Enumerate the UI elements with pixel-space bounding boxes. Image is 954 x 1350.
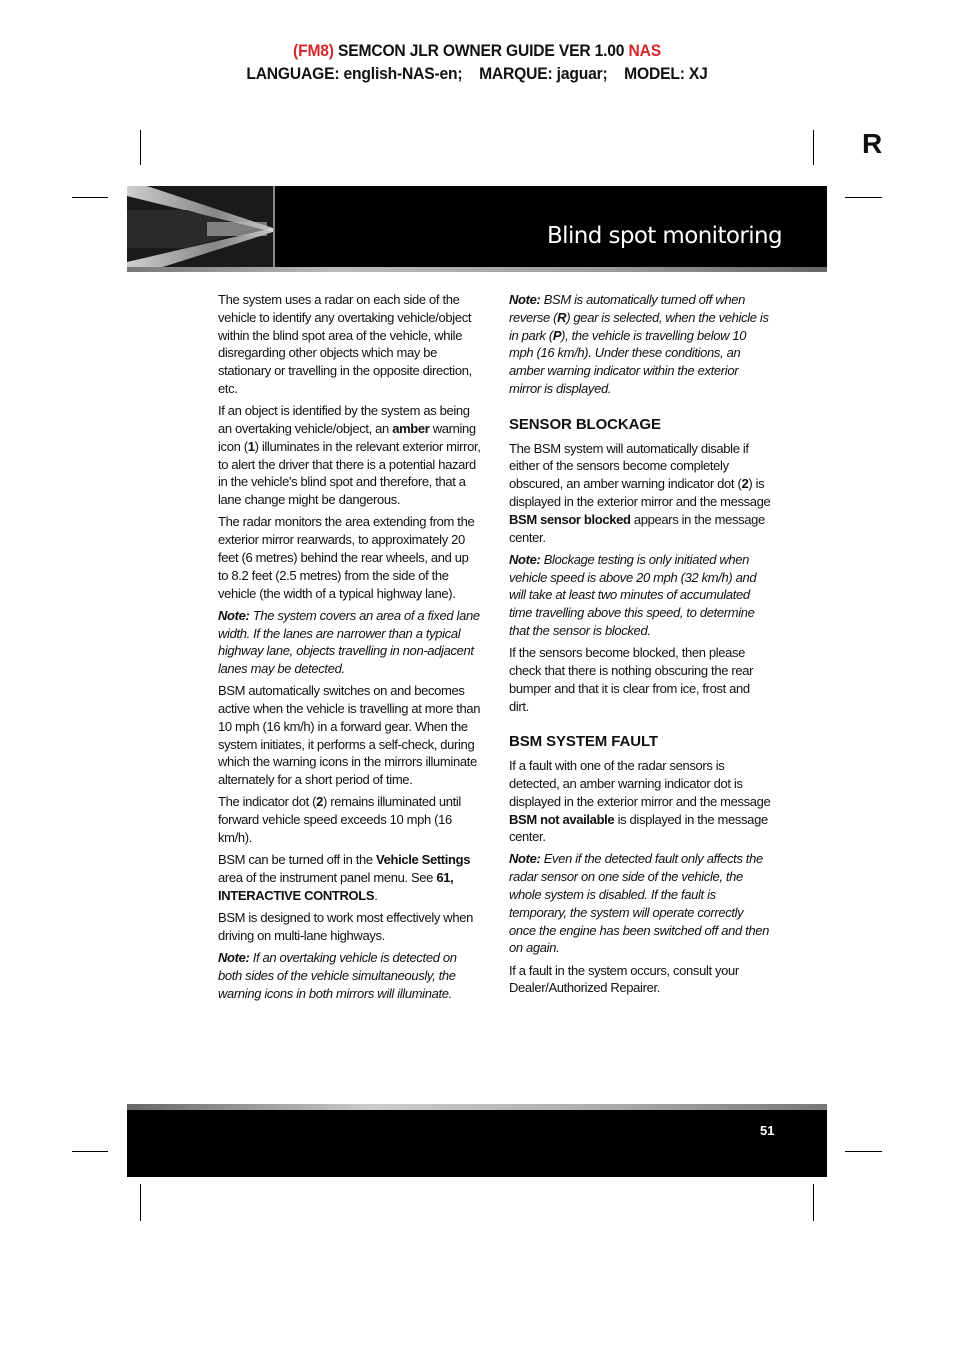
page-number: 51 [760, 1123, 775, 1138]
crop-mark [140, 1184, 141, 1221]
section-heading: BSM SYSTEM FAULT [509, 733, 658, 751]
note: Note: BSM is automatically turned off when reverse (R) gear is selected, when the vehicle is in park (P), the vehicle is travelling below 10 mph (16 km/h). Under these conditions, an amber warning indicator within the exterior mirror is displayed. [509, 292, 769, 396]
banner-strip [127, 267, 827, 272]
paragraph: BSM automatically switches on and becomes active when the vehicle is travelling at more than 10 mph (16 km/h) in a forward gear. When the system initiates, it performs a self-check, during which the warning icons in the mirrors illuminate alternately for a short period of time. [218, 683, 481, 788]
guide-title: SEMCON JLR OWNER GUIDE VER 1.00 [333, 41, 629, 60]
note: Note: The system covers an area of a fixed lane width. If the lanes are narrower than a typical highway lane, objects travelling in non-adjacent lanes may be detected. [218, 607, 480, 677]
region-code: NAS [628, 41, 661, 60]
paragraph: If the sensors become blocked, then please check that there is nothing obscuring the rear bumper and that it is clear from ice, frost and dirt. [509, 645, 754, 714]
crop-mark [140, 130, 141, 165]
chapter-banner [127, 186, 827, 272]
crop-mark [845, 1151, 882, 1152]
fm-code: (FM8) [293, 41, 334, 60]
cross-reference-link[interactable]: 61, INTERACTIVE CONTROLS [218, 870, 454, 903]
paragraph: BSM can be turned off in the Vehicle Settings area of the instrument panel menu. See 61, INTERACTIVE CONTROLS. [218, 852, 471, 903]
footer-strip [127, 1104, 827, 1110]
paragraph: The indicator dot (2) remains illuminated until forward vehicle speed exceeds 10 mph (16 km/h). [218, 794, 461, 846]
note: Note: Even if the detected fault only affects the radar sensor on one side of the vehicle, the whole system is disabled. If the fault is temporary, the system will operate correctly once the engine has been switched off and then on again. [509, 851, 769, 956]
note: Note: If an overtaking vehicle is detected on both sides of the vehicle simultaneously, the warning icons in both mirrors will illuminate. [218, 950, 457, 1001]
paragraph: BSM is designed to work most effectively when driving on multi-lane highways. [218, 910, 473, 943]
chevron-graphic-icon [127, 186, 273, 272]
note: Note: Blockage testing is only initiated when vehicle speed is above 20 mph (32 km/h) and will take at least two minutes of accumulated time travelling above this speed, to determine that the sensor is blocked. [509, 551, 757, 638]
paragraph: The BSM system will automatically disable if either of the sensors become completely obscured, an amber warning indicator dot (2) is displayed in the exterior mirror and the message BSM sensor blocked appears in the message center. [509, 440, 771, 545]
paragraph: If a fault with one of the radar sensors is detected, an amber warning indicator dot is displayed in the exterior mirror and the message BSM not available is displayed in the message center. [509, 758, 771, 845]
banner-graphic [127, 186, 273, 272]
document-header-line-1 [38, 41, 916, 61]
section-heading: SENSOR BLOCKAGE [509, 415, 661, 433]
page-footer [127, 1104, 827, 1177]
document-header-line-2: LANGUAGE: english-NAS-en; MARQUE: jaguar; MODEL: XJ [246, 64, 708, 83]
paragraph: The system uses a radar on each side of the vehicle to identify any overtaking vehicle/object within the blind spot area of the vehicle, while disregarding other objects which may be stationary or travelling in the opposite direction, etc. [218, 292, 472, 396]
crop-mark [72, 197, 108, 198]
section-letter: R [862, 128, 883, 159]
crop-mark [813, 1184, 814, 1221]
right-column [509, 291, 772, 1002]
paragraph: If an object is identified by the system as being an overtaking vehicle/object, an amber warning icon (1) illuminates in the relevant exterior mirror, to alert the driver that there is a potential hazard in the vehicle's blind spot and therefore, that a lane change might be dangerous. [218, 403, 481, 508]
banner-separator [273, 186, 275, 272]
paragraph: The radar monitors the area extending from the exterior mirror rearwards, to approximately 20 feet (6 metres) behind the rear wheels, and up to 8.2 feet (2.5 metres) from the side of the vehicle (the width of a typical highway lane). [218, 514, 475, 601]
crop-mark [813, 130, 814, 165]
crop-mark [845, 197, 882, 198]
crop-mark [72, 1151, 108, 1152]
paragraph: If a fault in the system occurs, consult your Dealer/Authorized Repairer. [509, 962, 739, 996]
chapter-title: Blind spot monitoring [547, 223, 782, 249]
left-column [218, 291, 481, 1007]
